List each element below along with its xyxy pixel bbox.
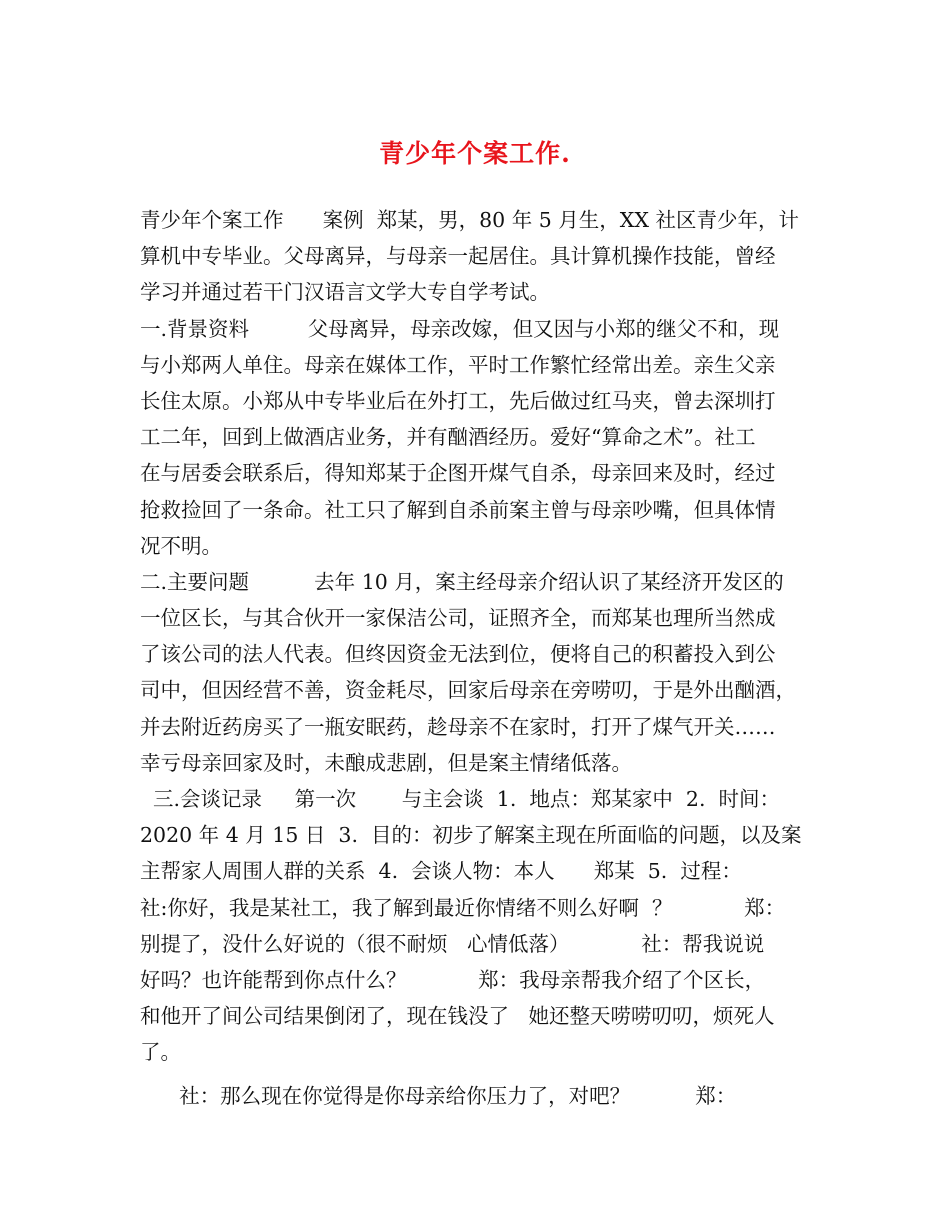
text-line: 算机中专毕业。父母离异，与母亲一起居住。具计算机操作技能，曾经 (140, 244, 776, 269)
text-line: 一位区长，与其合伙开一家保洁公司，证照齐全，而郑某也理所当然成 (140, 606, 776, 631)
section-heading-interview-record: 三.会谈记录 第一次 与主会谈 1. 地点：郑某家中 2. 时间： (140, 787, 780, 811)
text-line: 好吗？也许能帮到你点什么？ 郑：我母亲帮我介绍了个区长， (140, 967, 766, 992)
paragraph-gap (140, 1071, 820, 1078)
text-line: 别提了，没什么好说的（很不耐烦 心情低落） 社：帮我说说 (140, 931, 765, 956)
text-line: 长住太原。小郑从中专毕业后在外打工，先后做过红马夹，曾去深圳打 (140, 388, 776, 413)
section-heading-main-problem: 二.主要问题 去年 10 月，案主经母亲介绍认识了某经济开发区的 (140, 569, 784, 594)
text-line: 并去附近药房买了一瓶安眠药，趁母亲不在家时，打开了煤气开关…… (140, 714, 776, 739)
text-line: 在与居委会联系后，得知郑某于企图开煤气自杀，母亲回来及时，经过 (140, 461, 776, 486)
text-line: 和他开了间公司结果倒闭了，现在钱没了 她还整天唠唠叨叨，烦死人 (140, 1004, 775, 1029)
text-line: 况不明。 (140, 533, 222, 558)
text-line: 司中，但因经营不善，资金耗尽，回家后母亲在旁唠叨，于是外出酗酒， (140, 678, 796, 703)
text-line: 了。 (140, 1040, 181, 1065)
text-line: 抢救捡回了一条命。社工只了解到自杀前案主曾与母亲吵嘴，但具体情 (140, 497, 776, 522)
text-line: 了该公司的法人代表。但终因资金无法到位，便将自己的积蓄投入到公 (140, 642, 776, 667)
text-line: 主帮家人周围人群的关系 4. 会谈人物：本人 郑某 5. 过程： (140, 859, 742, 884)
text-line: 工二年，回到上做酒店业务，并有酗酒经历。爱好“算命之术”。社工 (140, 425, 756, 450)
document-body (140, 202, 820, 1114)
text-line: 社：那么现在你觉得是你母亲给你压力了，对吧？ 郑： (140, 1083, 737, 1108)
text-line: 与小郑两人单住。母亲在媒体工作，平时工作繁忙经常出差。亲生父亲 (140, 352, 776, 377)
section-heading-background: 一.背景资料 父母离异，母亲改嫁，但又因与小郑的继父不和，现 (140, 316, 780, 341)
document-title: 青少年个案工作. (379, 139, 571, 168)
text-line: 2020 年 4 月 15 日 3. 目的：初步了解案主现在所面临的问题，以及案 (140, 823, 802, 848)
text-line: 学习并通过若干门汉语言文学大专自学考试。 (140, 280, 550, 305)
text-line: 青少年个案工作 案例 郑某，男，80 年 5 月生，XX 社区青少年，计 (140, 208, 800, 232)
text-line: 社:你好，我是某社工，我了解到最近你情绪不则么好啊 ？ 郑： (140, 895, 786, 920)
text-line: 幸亏母亲回家及时，未酿成悲剧，但是案主情绪低落。 (140, 750, 632, 775)
